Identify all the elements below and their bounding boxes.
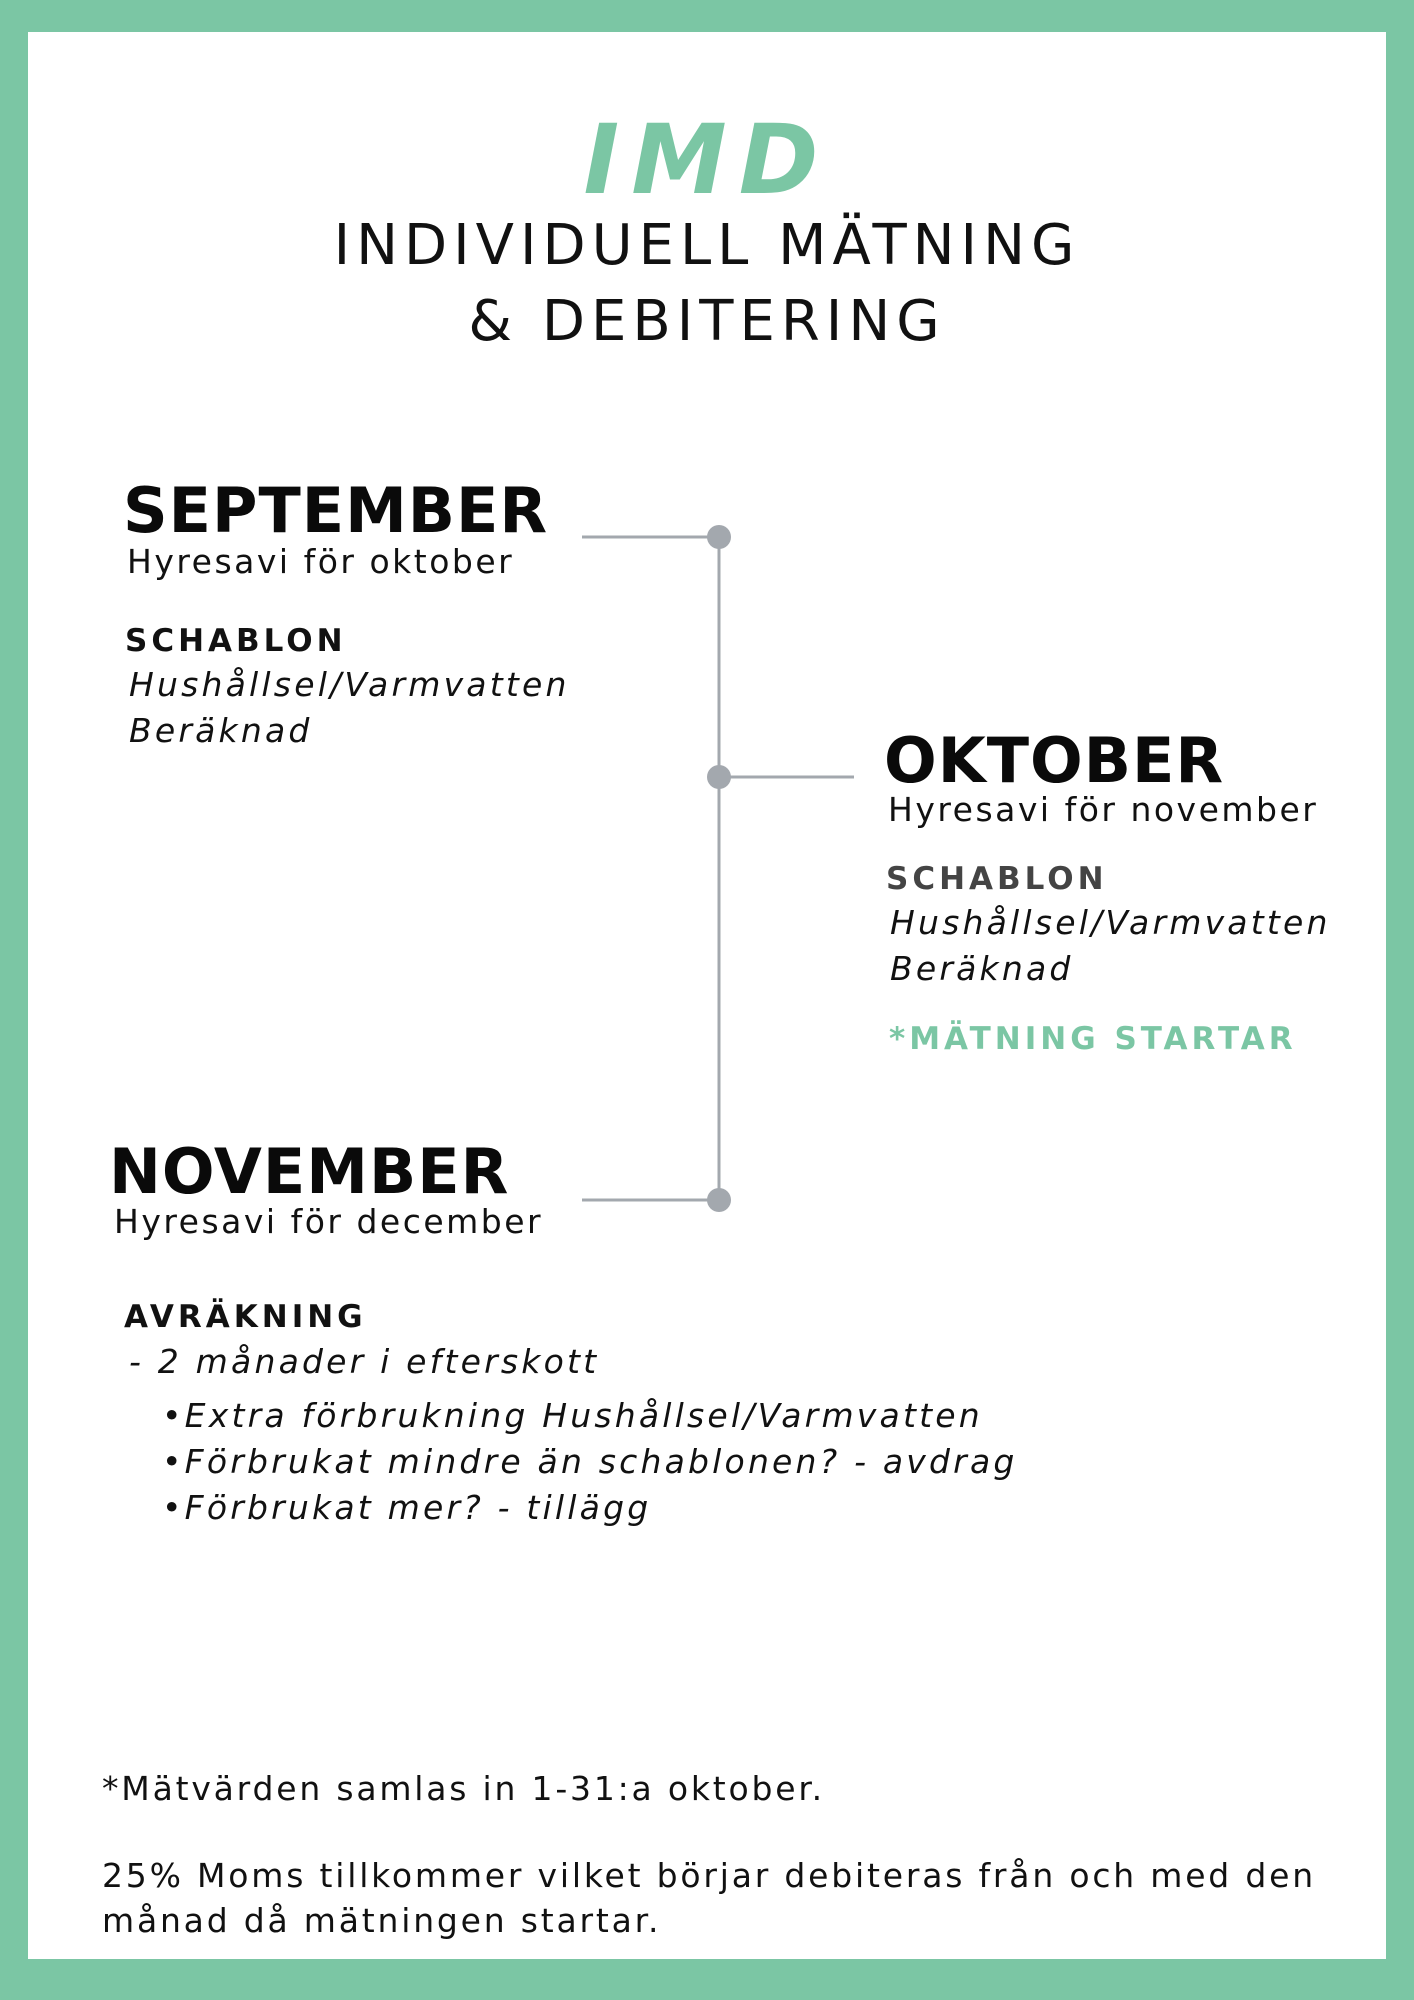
november-invoice-text: Hyresavi för december bbox=[114, 1202, 544, 1241]
settlement-label: AVRÄKNING bbox=[124, 1299, 367, 1335]
month-september-heading: SEPTEMBER bbox=[123, 474, 549, 547]
timeline-dot-november bbox=[707, 1188, 731, 1212]
oktober-consumption-type: Hushållsel/Varmvatten bbox=[890, 903, 1331, 942]
footer-measurement-note: *Mätvärden samlas in 1-31:a oktober. bbox=[102, 1769, 825, 1808]
bullet-marker: • bbox=[162, 1442, 185, 1481]
bullet-text: Extra förbrukning Hushållsel/Varmvatten bbox=[184, 1396, 983, 1435]
footer-vat-line2: månad då mätningen startar. bbox=[102, 1901, 662, 1940]
logo-imd: IMD bbox=[583, 104, 831, 216]
oktober-measuring-starts-note: *MÄTNING STARTAR bbox=[889, 1021, 1297, 1057]
document-page bbox=[28, 32, 1386, 1959]
september-calculated: Beräknad bbox=[129, 711, 313, 750]
settlement-bullet bbox=[162, 1442, 1018, 1481]
oktober-invoice-text: Hyresavi för november bbox=[888, 790, 1319, 829]
page-title-line1: INDIVIDUELL MÄTNING bbox=[333, 213, 1081, 278]
bullet-marker: • bbox=[162, 1396, 185, 1435]
september-schablon-label: SCHABLON bbox=[125, 623, 347, 659]
september-consumption-type: Hushållsel/Varmvatten bbox=[129, 665, 570, 704]
settlement-bullet bbox=[162, 1488, 652, 1527]
settlement-intro: - 2 månader i efterskott bbox=[129, 1342, 600, 1381]
timeline-dot-oktober bbox=[707, 765, 731, 789]
timeline-graphic bbox=[28, 32, 1386, 1959]
bullet-text: Förbrukat mindre än schablonen? - avdrag bbox=[184, 1442, 1018, 1481]
oktober-schablon-label: SCHABLON bbox=[886, 861, 1108, 897]
september-invoice-text: Hyresavi för oktober bbox=[127, 542, 515, 581]
timeline-dot-september bbox=[707, 525, 731, 549]
month-november-heading: NOVEMBER bbox=[109, 1135, 510, 1208]
oktober-calculated: Beräknad bbox=[890, 949, 1074, 988]
month-oktober-heading: OKTOBER bbox=[884, 724, 1225, 797]
bullet-text: Förbrukat mer? - tillägg bbox=[184, 1488, 652, 1527]
settlement-bullet bbox=[162, 1396, 983, 1435]
page-title-line2: & DEBITERING bbox=[468, 289, 946, 354]
footer-vat-line1: 25% Moms tillkommer vilket börjar debiteras från och med den bbox=[102, 1856, 1316, 1895]
bullet-marker: • bbox=[162, 1488, 185, 1527]
